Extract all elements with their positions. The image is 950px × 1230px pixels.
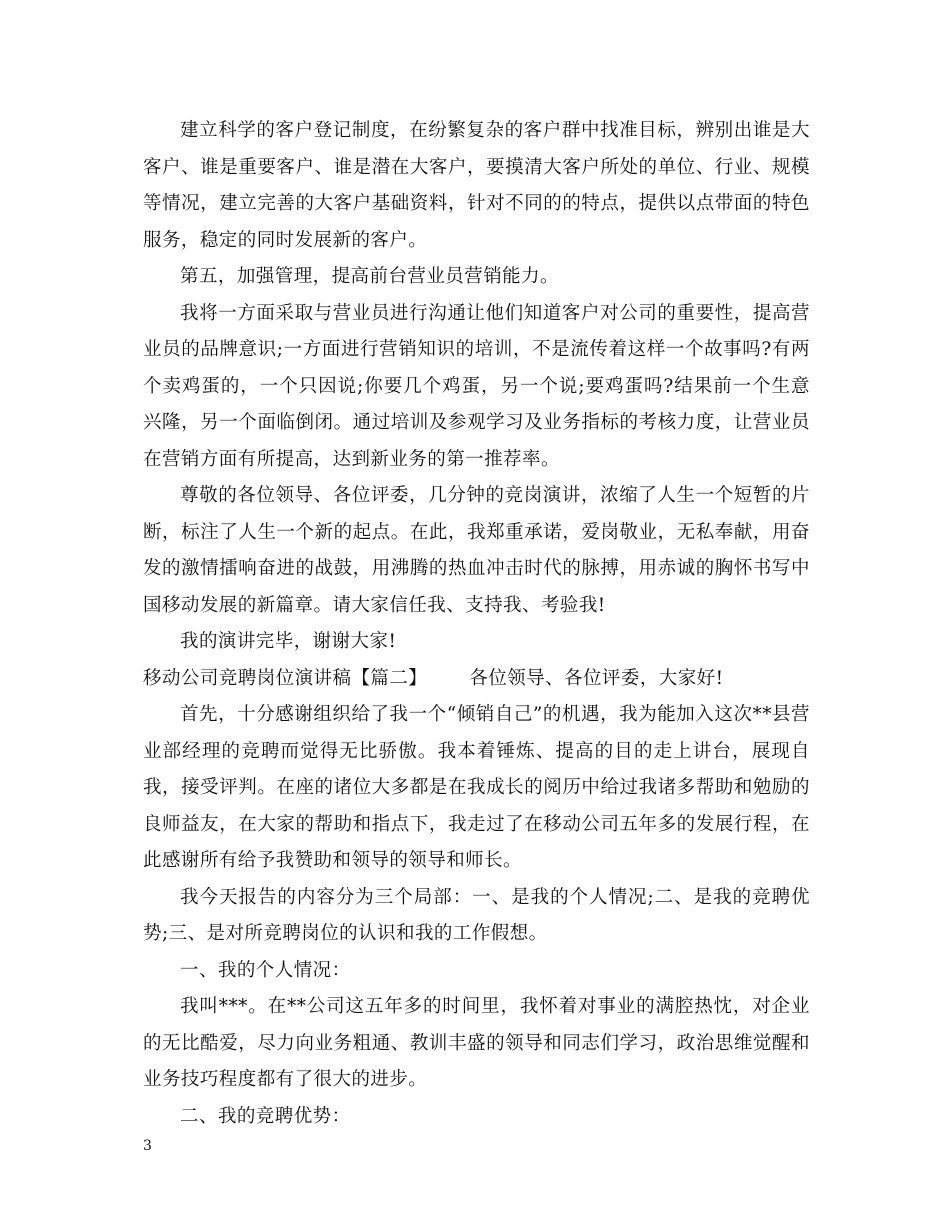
- paragraph-opening: 首先，十分感谢组织给了我一个“倾销自己”的机遇，我为能加入这次**县营业部经理的竞聘而觉得无比骄傲。我本着锤炼、提高的目的走上讲台，展现自我，接受评判。在座的诸位大多都是在我成长的阅历中给过我诸多帮助和勉励的良师益友，在大家的帮助和指点下，我走过了在移动公司五年多的发展行程，在此感谢所有给予我赞助和领导的领导和师长。: [143, 704, 810, 871]
- page-number: 3: [143, 1138, 152, 1154]
- paragraph-closing-pledge: 尊敬的各位领导、各位评委，几分钟的竞岗演讲，浓缩了人生一个短暂的片断，标注了人生一个新的起点。在此，我郑重承诺，爱岗敬业，无私奉献，用奋发的激情擂响奋进的战鼓，用沸腾的热血冲击时代的脉搏，用赤诚的胸怀书写中国移动发展的新篇章。请大家信任我、支持我、考验我!: [143, 485, 810, 616]
- section-heading-line: [143, 661, 810, 698]
- paragraph-thanks: 我的演讲完毕，谢谢大家!: [180, 631, 397, 652]
- paragraph-point-five: 第五，加强管理，提高前台营业员营销能力。: [180, 266, 560, 287]
- document-body: [143, 113, 810, 1135]
- section-greeting: 各位领导、各位评委，大家好!: [469, 667, 724, 689]
- paragraph-report-outline: 我今天报告的内容分为三个局部：一、是我的个人情况;二、是我的竞聘优势;三、是对所竞聘岗位的认识和我的工作假想。: [143, 886, 810, 944]
- paragraph-subheading-advantages: 二、我的竞聘优势：: [180, 1105, 351, 1127]
- paragraph-staff-training: 我将一方面采取与营业员进行沟通让他们知道客户对公司的重要性，提高营业员的品牌意识;一方面进行营销知识的培训，不是流传着这样一个故事吗?有两个卖鸡蛋的，一个只因说;你要几个鸡蛋，另一个说;要鸡蛋吗?结果前一个生意兴隆，另一个面临倒闭。通过培训及参观学习及业务指标的考核力度，让营业员在营销方面有所提高，达到新业务的第一推荐率。: [143, 302, 810, 470]
- section-title: 移动公司竞聘岗位演讲稿【篇二】: [143, 667, 428, 689]
- paragraph-subheading-personal: 一、我的个人情况：: [180, 959, 351, 981]
- paragraph-personal-details: 我叫***。在**公司这五年多的时间里，我怀着对事业的满腔热忱，对企业的无比酷爱，尽力向业务粗通、教训丰盛的领导和同志们学习，政治思维觉醒和业务技巧程度都有了很大的进步。: [143, 996, 810, 1090]
- paragraph-customer-registration: 建立科学的客户登记制度，在纷繁复杂的客户群中找准目标，辨别出谁是大客户、谁是重要客户、谁是潜在大客户，要摸清大客户所处的单位、行业、规模等情况，建立完善的大客户基础资料，针对不同的的特点，提供以点带面的特色服务，稳定的同时发展新的客户。: [143, 120, 810, 251]
